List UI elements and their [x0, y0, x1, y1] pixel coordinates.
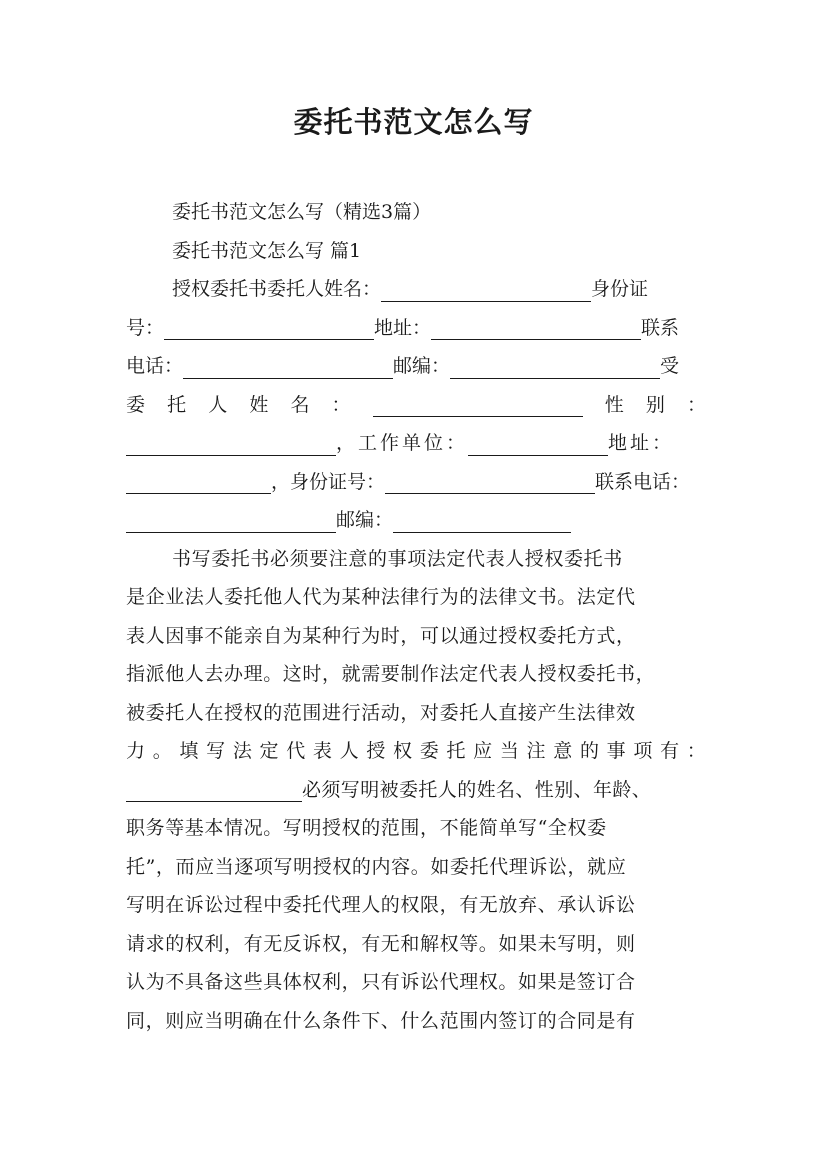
address-blank[interactable] [431, 317, 641, 340]
form-line-2: 号： 地址： 联系 [126, 309, 706, 348]
form-line-7 [126, 501, 706, 540]
contact-blank-2[interactable] [126, 510, 336, 533]
id-number-label: 身份证 [591, 278, 649, 300]
id-number-blank-2[interactable] [385, 471, 595, 494]
paragraph-line: 认为不具备这些具体权利，只有诉讼代理权。如果是签订合 [126, 971, 636, 993]
paragraph-line: 写明在诉讼过程中委托代理人的权限，有无放弃、承认诉讼 [126, 894, 636, 916]
postcode-blank[interactable] [450, 356, 660, 379]
section-heading: 委托书范文怎么写 篇1 [172, 239, 362, 262]
paragraph-line: 是企业法人委托他人代为某种法律行为的法律文书。法定代 [126, 586, 636, 608]
paragraph-line: 被委托人在授权的范围进行活动，对委托人直接产生法律效 [126, 701, 636, 724]
form-line-6 [126, 463, 706, 502]
form-line-1 [126, 270, 706, 309]
blank-requirement-line: 必须写明被委托人的姓名、性别、年龄、 [126, 771, 706, 810]
gender-blank[interactable] [126, 433, 336, 456]
requirement-blank[interactable] [126, 779, 302, 802]
paragraph-line: 托”，而应当逐项写明授权的内容。如委托代理诉讼，就应 [126, 855, 627, 878]
form-line-5 [126, 424, 706, 463]
trustee-name-blank[interactable] [373, 394, 583, 417]
postcode-blank-2[interactable] [393, 510, 571, 533]
paragraph-line: 表人因事不能亲自为某种行为时，可以通过授权委托方式， [126, 624, 636, 647]
form-line-4: 委 托 人 姓 名 ： 性 别 ： [126, 393, 706, 416]
work-unit-label: ，工作单位： [336, 432, 469, 454]
paragraph-line: 指派他人去办理。这时，就需要制作法定代表人授权委托书， [126, 663, 656, 685]
document-body [126, 193, 706, 1040]
id-number-label-2: ，身份证号： [271, 470, 386, 493]
work-unit-blank[interactable] [468, 433, 608, 456]
address-blank-2[interactable] [126, 471, 271, 494]
contact-blank[interactable] [183, 356, 393, 379]
contact-label-2: 联系电话： [595, 470, 691, 493]
form-line-3: 电话： 邮编： 受 [126, 347, 706, 386]
body-paragraph-2 [126, 809, 706, 1040]
fill-instructions-line: 力 。 填 写 法 定 代 表 人 授 权 委 托 应 当 注 意 的 事 项 有 ： [126, 740, 706, 762]
address-label: 地址： [374, 316, 432, 339]
authorization-lead-label: 授权委托书委托人姓名： [172, 278, 382, 300]
body-paragraph [126, 540, 706, 733]
address-label-2: 地址： [608, 432, 675, 454]
subtitle: 委托书范文怎么写（精选3篇） [172, 201, 432, 223]
paragraph-line: 职务等基本情况。写明授权的范围，不能简单写“全权委 [126, 817, 607, 839]
principal-name-blank[interactable] [381, 279, 591, 302]
paragraph-line: 书写委托书必须要注意的事项法定代表人授权委托书 [172, 547, 623, 570]
id-number-blank[interactable] [164, 317, 374, 340]
page-title: 委托书范文怎么写 [293, 105, 534, 139]
paragraph-line: 请求的权利，有无反诉权，有无和解权等。如果未写明，则 [126, 932, 636, 955]
contact-label: 电话： [126, 355, 184, 377]
paragraph-line: 同，则应当明确在什么条件下、什么范围内签订的合同是有 [126, 1009, 636, 1032]
postcode-label: 邮编： [393, 355, 451, 377]
postcode-label-2: 邮编： [336, 509, 394, 531]
